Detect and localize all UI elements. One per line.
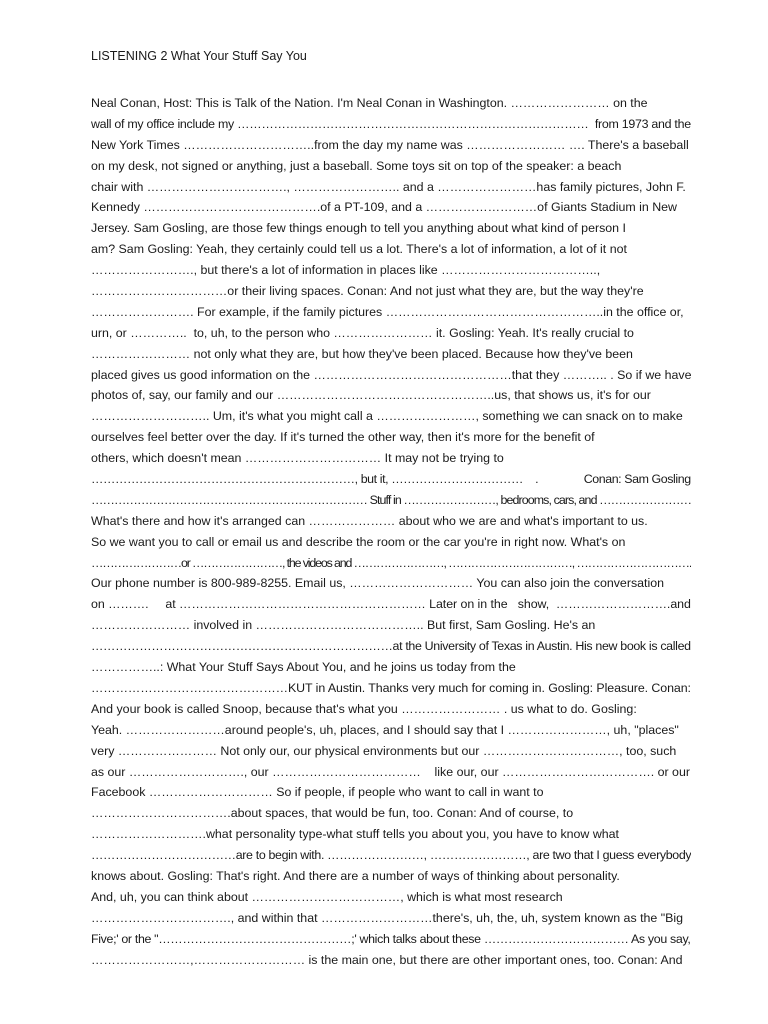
transcript-line: knows about. Gosling: That's right. And there are a number of ways of thinking about personality.: [91, 868, 620, 883]
transcript-line: ……………………., but there's a lot of information in places like ………………………………..,: [91, 263, 601, 278]
transcript-line: Yeah. ……………………around people's, uh, places, and I should say that I ……………………, uh, "places": [91, 722, 679, 737]
transcript-line: …………………………………………KUT in Austin. Thanks very much for coming in. Gosling: Pleasure. Conan:: [91, 680, 691, 695]
transcript-line: Facebook ………………………… So if people, if people who want to call in want to: [91, 785, 544, 800]
transcript-line: ……………………or ……………………, the videos and ……………………, ……………………………, ………………………….: [91, 555, 691, 570]
transcript-line: …………………… not only what they are, but how they've been placed. Because how they've been: [91, 346, 633, 361]
transcript-line: others, which doesn't mean …………………………… It may not be trying to: [91, 451, 504, 466]
transcript-line: ……………………….. Um, it's what you might call a ……………………, something we can snack on to make: [91, 409, 683, 424]
transcript-line: on my desk, not signed or anything, just a baseball. Some toys sit on top of the speaker: a beach: [91, 158, 622, 173]
transcript-line: ……………………………or their living spaces. Conan: And not just what they are, but the way they're: [91, 284, 644, 299]
transcript-line: And your book is called Snoop, because that's what you …………………… . us what to do. Gosling:: [91, 701, 637, 716]
transcript-line: Jersey. Sam Gosling, are those few things enough to tell you anything about what kind of person I: [91, 221, 626, 236]
transcript-line: placed gives us good information on the …………………………………………that they ……….. . So if we have: [91, 367, 691, 382]
transcript-line: …………………… involved in ………………………………….. But first, Sam Gosling. He's an: [91, 618, 596, 633]
transcript-line: ………………………………are to begin with. ……………………, ……………………, are two that I guess everybody: [91, 848, 691, 863]
transcript-line: So we want you to call or email us and describe the room or the car you're in right now. What's on: [91, 534, 626, 549]
transcript-body: [91, 93, 691, 970]
transcript-line: ……………………….what personality type-what stuff tells you about you, you have to know what: [91, 827, 619, 842]
transcript-line: photos of, say, our family and our ……………………………………………..us, that shows us, it's for our: [91, 388, 651, 403]
transcript-line: ……………..: What Your Stuff Says About You, and he joins us today from the: [91, 660, 516, 675]
transcript-line: ……………………. For example, if the family pictures ……………………………………………..in the office or,: [91, 304, 684, 319]
transcript-line: …………………………………………………………, but it, …………………………… . Conan: Sam Gosling: [91, 472, 691, 487]
transcript-line: …………………………………………………………………at the University of Texas in Austin. His new book is called: [91, 639, 691, 654]
transcript-line: Five;' or the "…………………………………………;' which talks about these ……………………………… As you say,: [91, 931, 691, 946]
transcript-line: chair with ……………………………., …………………….. and a ……………………has family pictures, John F.: [91, 179, 686, 194]
transcript-line: Our phone number is 800-989-8255. Email us, ………………………… You can also join the conversation: [91, 576, 665, 591]
transcript-line: And, uh, you can think about ………………………………, which is what most research: [91, 889, 563, 904]
transcript-line: urn, or ………….. to, uh, to the person who …………………… it. Gosling: Yeah. It's really crucial to: [91, 325, 634, 340]
transcript-line: ourselves feel better over the day. If it's turned the other way, then it's more for the benefit of: [91, 430, 595, 445]
transcript-line: Neal Conan, Host: This is Talk of the Nation. I'm Neal Conan in Washington. …………………… on the: [91, 96, 648, 110]
transcript-line: am? Sam Gosling: Yeah, they certainly could tell us a lot. There's a lot of information, a lot of it not: [91, 242, 627, 257]
transcript-line: very …………………… Not only our, our physical environments but our ……………………………, too, such: [91, 743, 677, 758]
transcript-line: as our ………………………., our ……………………………… like our, our ………………………………. or our: [91, 764, 690, 779]
transcript-line: …………………………….about spaces, that would be fun, too. Conan: And of course, to: [91, 806, 574, 821]
transcript-line: New York Times …………………………..from the day my name was …………………… …. There's a baseball: [91, 137, 689, 152]
transcript-line: ……………………………., and within that ………………………there's, uh, the, uh, system known as the "Big: [91, 910, 684, 925]
transcript-line: Kennedy …………………………………….of a PT-109, and a ………………………of Giants Stadium in New: [91, 200, 677, 215]
document-title: LISTENING 2 What Your Stuff Say You: [91, 49, 307, 63]
transcript-line: wall of my office include my …………………………………………………………………………… from 1973 and the: [91, 116, 691, 131]
transcript-line: ……………………………………………………………… Stuff in ……………………, bedrooms, cars, and ……………………: [91, 492, 691, 507]
transcript-line: ……………………,……………………… is the main one, but there are other important ones, too. Conan: And: [91, 952, 683, 967]
transcript-line: What's there and how it's arranged can ………………… about who we are and what's important to us.: [91, 513, 648, 528]
transcript-line: on ………. at …………………………………………………… Later on in the show, ……………………….and: [91, 597, 691, 612]
